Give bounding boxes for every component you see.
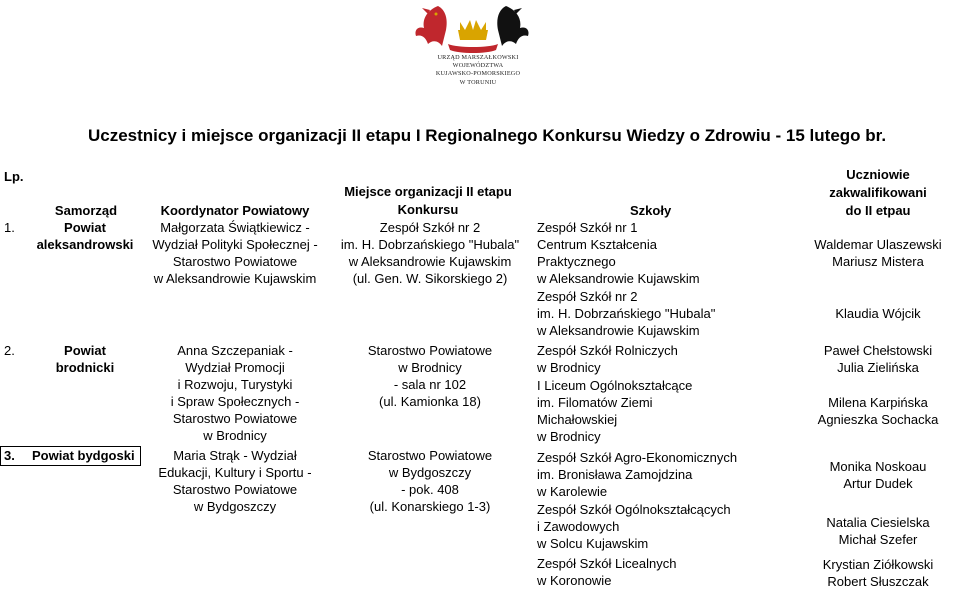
header-koordynator: Koordynator Powiatowy	[160, 203, 310, 218]
selected-cell-outline[interactable]	[0, 446, 141, 466]
row2-szkola-1: Zespół Szkół Rolniczych w Brodnicy	[537, 343, 678, 375]
row3-szkola-1: Zespół Szkół Agro-Ekonomicznych im. Bronisława Zamojdzina w Karolewie	[537, 450, 738, 499]
row1-samorzad: Powiat aleksandrowski	[36, 220, 134, 252]
emblem-caption: URZĄD MARSZAŁKOWSKI WOJEWÓDZTWA KUJAWSKO-POMORSKIEGO W TORUNIU	[435, 54, 521, 86]
header-miejsce: Miejsce organizacji II etapu Konkursu	[344, 184, 512, 217]
row3-lp: 3.	[4, 448, 15, 463]
header-szkoly: Szkoły	[630, 203, 672, 218]
row1-koordynator: Małgorzata Świątkiewicz - Wydział Polityki Społecznej - Starostwo Powiatowe w Aleksandrowie Kujawskim	[152, 220, 318, 286]
row1-uczniowie-2: Klaudia Wójcik	[835, 306, 921, 321]
row3-uczniowie-2: Natalia Ciesielska Michał Szefer	[826, 515, 930, 547]
row1-uczniowie-1: Waldemar Ulaszewski Mariusz Mistera	[814, 237, 942, 269]
row1-miejsce: Zespół Szkół nr 2 im. H. Dobrzańskiego "Hubala" w Aleksandrowie Kujawskim (ul. Gen. W. Sikorskiego 2)	[340, 220, 520, 286]
row2-uczniowie-2: Milena Karpińska Agnieszka Sochacka	[817, 395, 939, 427]
row2-uczniowie-1: Paweł Chełstowski Julia Zielińska	[823, 343, 933, 375]
row1-szkola-2: Zespół Szkół nr 2 im. H. Dobrzańskiego "Hubala" w Aleksandrowie Kujawskim	[537, 289, 716, 338]
row1-lp: 1.	[4, 220, 15, 235]
row3-uczniowie-3: Krystian Ziółkowski Robert Słuszczak	[822, 557, 934, 589]
eagle-gryphon-icon	[398, 0, 548, 60]
row2-samorzad: Powiat brodnicki	[55, 343, 115, 375]
row3-miejsce: Starostwo Powiatowe w Bydgoszczy - pok. 408 (ul. Konarskiego 1-3)	[367, 448, 493, 514]
header-uczniowie: Uczniowie zakwalifikowani do II etpau	[829, 167, 927, 218]
row3-uczniowie-1: Monika Noskoau Artur Dudek	[829, 459, 927, 491]
header-samorzad: Samorząd	[54, 203, 118, 218]
row2-lp: 2.	[4, 343, 15, 358]
row3-koordynator: Maria Strąk - Wydział Edukacji, Kultury i Sportu - Starostwo Powiatowe w Bydgoszczy	[158, 448, 312, 514]
row3-samorzad: Powiat bydgoski	[32, 448, 135, 463]
row2-koordynator: Anna Szczepaniak - Wydział Promocji i Rozwoju, Turystyki i Spraw Społecznych - Starostwo Powiatowe w Brodnicy	[170, 343, 300, 443]
row3-szkola-3: Zespół Szkół Licealnych w Koronowie	[537, 556, 677, 588]
row3-szkola-2: Zespół Szkół Ogólnokształcących i Zawodowych w Solcu Kujawskim	[537, 502, 731, 551]
row1-szkola-1: Zespół Szkół nr 1 Centrum Kształcenia Praktycznego w Aleksandrowie Kujawskim	[537, 220, 700, 286]
header-lp: Lp.	[4, 169, 24, 184]
row2-szkola-2: I Liceum Ogólnokształcące im. Filomatów Ziemi Michałowskiej w Brodnicy	[537, 378, 693, 444]
page-title: Uczestnicy i miejsce organizacji II etapu I Regionalnego Konkursu Wiedzy o Zdrowiu - 15 lutego br.	[88, 126, 887, 145]
row2-miejsce: Starostwo Powiatowe w Brodnicy - sala nr 102 (ul. Kamionka 18)	[367, 343, 493, 409]
